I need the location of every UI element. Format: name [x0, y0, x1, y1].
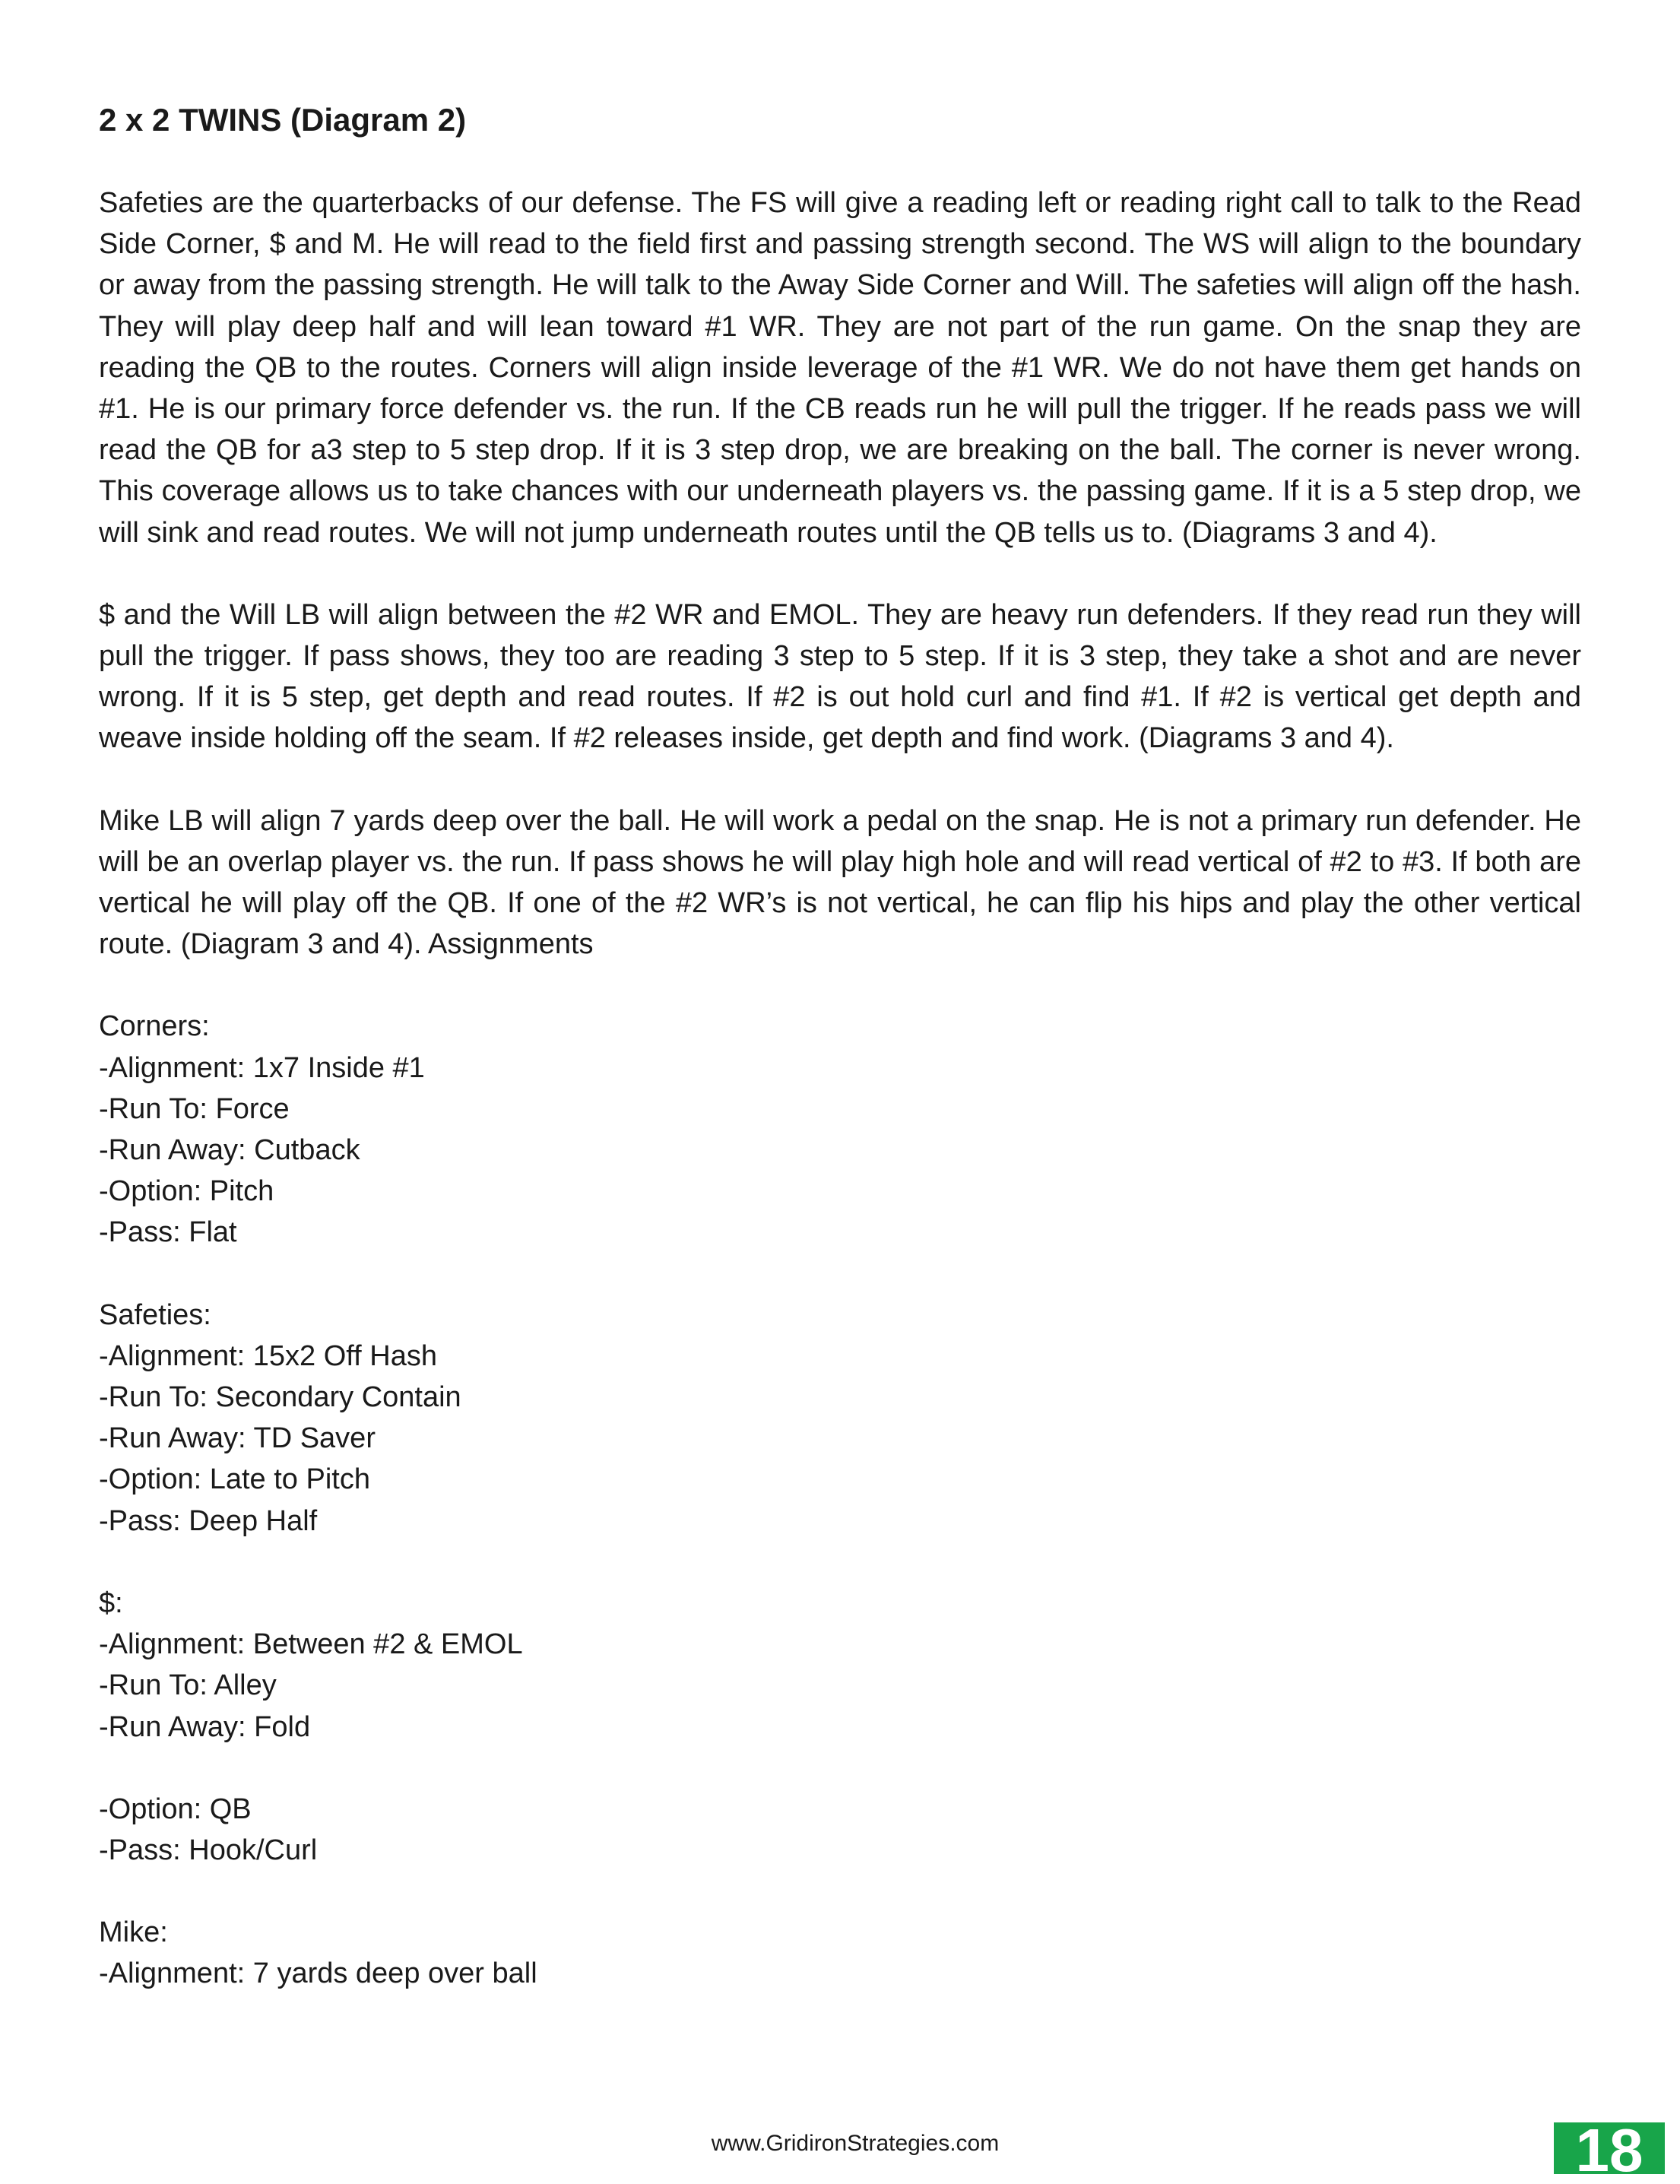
paragraph-safeties: Safeties are the quarterbacks of our defense. The FS will give a reading left or reading right call to talk to the Read Side Corner, $ and M. He will read to the field first and passing strength second. The WS will align to the boundary or away from the passing strength. He will talk to the Away Side Corner and Will. The safeties will align off the hash. They will play deep half and will lean toward #1 WR. They are not part of the run game. On the snap they are reading the QB to the routes. Corners will align inside leverage of the #1 WR. We do not have them get hands on #1. He is our primary force defender vs. the run. If the CB reads run he will pull the trigger. If he reads pass we will read the QB for a3 step to 5 step drop. If it is 3 step drop, we are breaking on the ball. The corner is never wrong. This coverage allows us to take chances with our underneath players vs. the passing game. If it is a 5 step drop, we will sink and read routes. We will not jump underneath routes until the QB tells us to. (Diagrams 3 and 4).	[99, 187, 1581, 549]
assignment-line: -Run To: Secondary Contain	[99, 1381, 461, 1414]
safeties-assignments	[99, 1295, 1581, 1542]
assignment-line: -Run Away: Fold	[99, 1710, 311, 1743]
mike-assignments	[99, 1912, 1581, 1994]
assignment-line: -Alignment: 7 yards deep over ball	[99, 1957, 537, 1990]
assignment-line: -Run To: Alley	[99, 1669, 277, 1702]
assignment-line: -Option: QB	[99, 1793, 252, 1825]
assignment-line: -Alignment: Between #2 & EMOL	[99, 1628, 523, 1661]
assignment-line: -Option: Pitch	[99, 1175, 274, 1208]
corners-assignments	[99, 1006, 1581, 1253]
assignment-title: Safeties:	[99, 1298, 211, 1331]
document-body	[99, 97, 1581, 1995]
page-number-badge: 18	[1554, 2122, 1665, 2174]
assignment-line: -Pass: Flat	[99, 1216, 237, 1249]
assignment-title: $:	[99, 1586, 123, 1619]
footer-url: www.GridironStrategies.com	[711, 2131, 1000, 2156]
assignment-line: -Run Away: TD Saver	[99, 1422, 376, 1455]
section-heading: 2 x 2 TWINS (Diagram 2)	[99, 102, 467, 138]
assignment-line: -Pass: Hook/Curl	[99, 1834, 318, 1866]
assignment-line: -Run To: Force	[99, 1092, 290, 1125]
assignment-line: -Alignment: 1x7 Inside #1	[99, 1051, 425, 1084]
assignment-title: Corners:	[99, 1010, 210, 1043]
assignment-line: -Pass: Deep Half	[99, 1504, 318, 1537]
dollar-assignments-continued	[99, 1789, 1581, 1871]
paragraph-mike: Mike LB will align 7 yards deep over the ball. He will work a pedal on the snap. He is not a primary run defender. He will be an overlap player vs. the run. If pass shows he will play high hole and will read vertical of #2 to #3. If both are vertical he will play off the QB. If one of the #2 WR’s is not vertical, he can flip his hips and play the other vertical route. (Diagram 3 and 4). Assignments	[99, 804, 1581, 961]
assignment-line: -Run Away: Cutback	[99, 1134, 360, 1167]
assignment-title: Mike:	[99, 1916, 168, 1949]
assignment-line: -Alignment: 15x2 Off Hash	[99, 1339, 437, 1372]
paragraph-dollar-will: $ and the Will LB will align between the #2 WR and EMOL. They are heavy run defenders. If they read run they will pull the trigger. If pass shows, they too are reading 3 step to 5 step. If it is 3 step, they take a shot and are never wrong. If it is 5 step, get depth and read routes. If #2 is out hold curl and find #1. If #2 is vertical get depth and weave inside holding off the seam. If #2 releases inside, get depth and find work. (Diagrams 3 and 4).	[99, 598, 1581, 755]
dollar-assignments	[99, 1583, 1581, 1748]
assignment-line: -Option: Late to Pitch	[99, 1463, 370, 1496]
